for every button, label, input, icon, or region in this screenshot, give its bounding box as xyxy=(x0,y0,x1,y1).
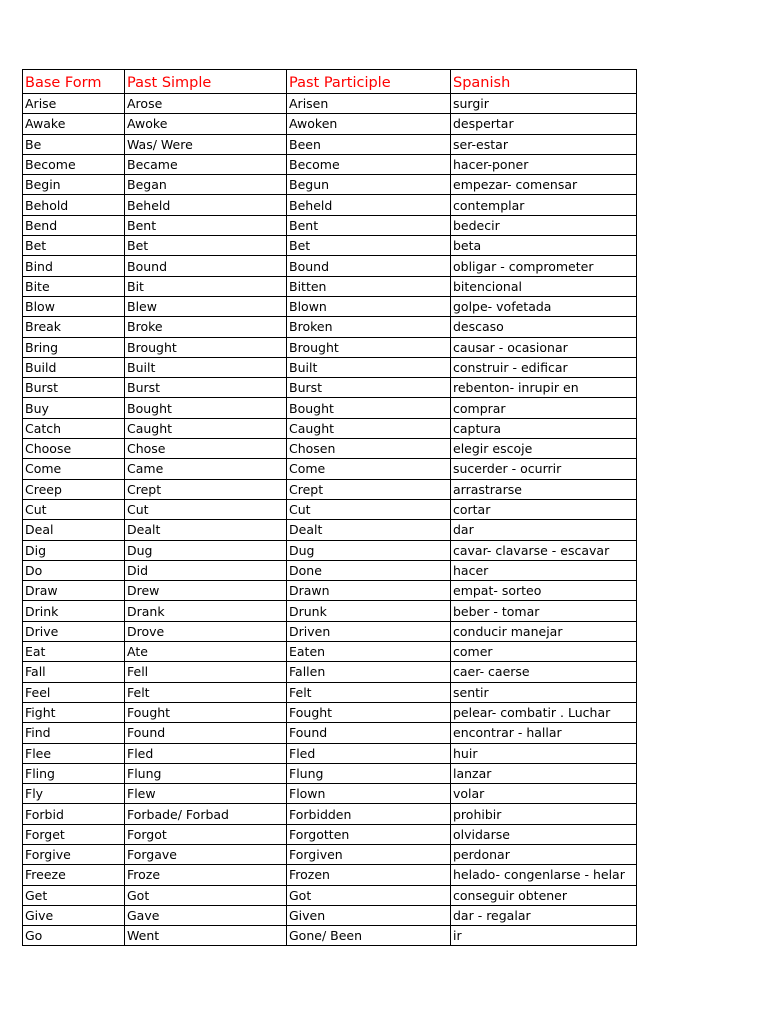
spanish-cell: bedecir xyxy=(451,215,637,235)
base-form-cell: Choose xyxy=(23,439,125,459)
table-row xyxy=(23,114,637,134)
past-participle-cell: Bought xyxy=(287,398,451,418)
base-form-cell: Draw xyxy=(23,581,125,601)
past-simple-cell: Drew xyxy=(125,581,287,601)
table-row xyxy=(23,195,637,215)
past-simple-cell: Bit xyxy=(125,276,287,296)
base-form-cell: Dig xyxy=(23,540,125,560)
past-participle-cell: Forgotten xyxy=(287,824,451,844)
past-simple-cell: Came xyxy=(125,459,287,479)
table-row xyxy=(23,723,637,743)
past-simple-cell: Bound xyxy=(125,256,287,276)
table-row xyxy=(23,621,637,641)
past-simple-cell: Awoke xyxy=(125,114,287,134)
base-form-cell: Build xyxy=(23,357,125,377)
past-participle-cell: Bound xyxy=(287,256,451,276)
base-form-cell: Creep xyxy=(23,479,125,499)
base-form-cell: Bring xyxy=(23,337,125,357)
past-participle-cell: Blown xyxy=(287,296,451,316)
spanish-cell: dar - regalar xyxy=(451,905,637,925)
base-form-cell: Be xyxy=(23,134,125,154)
past-simple-cell: Blew xyxy=(125,296,287,316)
past-simple-cell: Drove xyxy=(125,621,287,641)
base-form-cell: Cut xyxy=(23,499,125,519)
past-simple-cell: Crept xyxy=(125,479,287,499)
past-simple-cell: Fell xyxy=(125,662,287,682)
table-row xyxy=(23,215,637,235)
header-base-form: Base Form xyxy=(23,70,125,94)
table-row xyxy=(23,357,637,377)
base-form-cell: Forbid xyxy=(23,804,125,824)
table-row xyxy=(23,540,637,560)
base-form-cell: Forget xyxy=(23,824,125,844)
past-participle-cell: Flung xyxy=(287,763,451,783)
base-form-cell: Find xyxy=(23,723,125,743)
table-row xyxy=(23,560,637,580)
table-row xyxy=(23,439,637,459)
table-row xyxy=(23,459,637,479)
table-row xyxy=(23,256,637,276)
base-form-cell: Get xyxy=(23,885,125,905)
base-form-cell: Break xyxy=(23,317,125,337)
spanish-cell: helado- congenlarse - helar xyxy=(451,865,637,885)
past-simple-cell: Felt xyxy=(125,682,287,702)
table-row xyxy=(23,885,637,905)
base-form-cell: Fly xyxy=(23,784,125,804)
past-simple-cell: Flew xyxy=(125,784,287,804)
table-row xyxy=(23,337,637,357)
base-form-cell: Bite xyxy=(23,276,125,296)
past-participle-cell: Become xyxy=(287,154,451,174)
past-simple-cell: Bent xyxy=(125,215,287,235)
base-form-cell: Drive xyxy=(23,621,125,641)
spanish-cell: ser-estar xyxy=(451,134,637,154)
spanish-cell: causar - ocasionar xyxy=(451,337,637,357)
past-participle-cell: Brought xyxy=(287,337,451,357)
past-participle-cell: Fought xyxy=(287,702,451,722)
spanish-cell: sucerder - ocurrir xyxy=(451,459,637,479)
table-row xyxy=(23,865,637,885)
spanish-cell: obligar - comprometer xyxy=(451,256,637,276)
table-row xyxy=(23,804,637,824)
past-participle-cell: Eaten xyxy=(287,642,451,662)
past-simple-cell: Broke xyxy=(125,317,287,337)
spanish-cell: cavar- clavarse - escavar xyxy=(451,540,637,560)
table-row xyxy=(23,601,637,621)
spanish-cell: arrastrarse xyxy=(451,479,637,499)
table-row xyxy=(23,926,637,946)
past-simple-cell: Became xyxy=(125,154,287,174)
spanish-cell: comprar xyxy=(451,398,637,418)
spanish-cell: olvidarse xyxy=(451,824,637,844)
table-row xyxy=(23,784,637,804)
spanish-cell: empat- sorteo xyxy=(451,581,637,601)
spanish-cell: hacer xyxy=(451,560,637,580)
past-simple-cell: Built xyxy=(125,357,287,377)
base-form-cell: Begin xyxy=(23,175,125,195)
past-simple-cell: Dug xyxy=(125,540,287,560)
past-simple-cell: Arose xyxy=(125,94,287,114)
table-row xyxy=(23,236,637,256)
past-participle-cell: Beheld xyxy=(287,195,451,215)
past-participle-cell: Chosen xyxy=(287,439,451,459)
base-form-cell: Burst xyxy=(23,378,125,398)
base-form-cell: Buy xyxy=(23,398,125,418)
table-row xyxy=(23,905,637,925)
table-row xyxy=(23,844,637,864)
past-participle-cell: Driven xyxy=(287,621,451,641)
table-row xyxy=(23,418,637,438)
spanish-cell: conducir manejar xyxy=(451,621,637,641)
table-row xyxy=(23,499,637,519)
spanish-cell: surgir xyxy=(451,94,637,114)
base-form-cell: Freeze xyxy=(23,865,125,885)
spanish-cell: descaso xyxy=(451,317,637,337)
table-row xyxy=(23,824,637,844)
past-participle-cell: Gone/ Been xyxy=(287,926,451,946)
base-form-cell: Become xyxy=(23,154,125,174)
past-participle-cell: Dealt xyxy=(287,520,451,540)
table-row xyxy=(23,276,637,296)
past-participle-cell: Built xyxy=(287,357,451,377)
table-row xyxy=(23,743,637,763)
spanish-cell: prohibir xyxy=(451,804,637,824)
spanish-cell: hacer-poner xyxy=(451,154,637,174)
past-participle-cell: Arisen xyxy=(287,94,451,114)
past-participle-cell: Awoken xyxy=(287,114,451,134)
past-simple-cell: Bought xyxy=(125,398,287,418)
header-past-simple: Past Simple xyxy=(125,70,287,94)
base-form-cell: Drink xyxy=(23,601,125,621)
base-form-cell: Arise xyxy=(23,94,125,114)
past-simple-cell: Ate xyxy=(125,642,287,662)
past-simple-cell: Forbade/ Forbad xyxy=(125,804,287,824)
past-simple-cell: Was/ Were xyxy=(125,134,287,154)
past-simple-cell: Burst xyxy=(125,378,287,398)
base-form-cell: Fight xyxy=(23,702,125,722)
base-form-cell: Give xyxy=(23,905,125,925)
table-row xyxy=(23,682,637,702)
past-simple-cell: Gave xyxy=(125,905,287,925)
table-row xyxy=(23,94,637,114)
verb-table xyxy=(22,69,637,946)
past-simple-cell: Got xyxy=(125,885,287,905)
base-form-cell: Fall xyxy=(23,662,125,682)
past-simple-cell: Fled xyxy=(125,743,287,763)
past-simple-cell: Fought xyxy=(125,702,287,722)
past-participle-cell: Bent xyxy=(287,215,451,235)
table-row xyxy=(23,520,637,540)
base-form-cell: Go xyxy=(23,926,125,946)
spanish-cell: rebenton- inrupir en xyxy=(451,378,637,398)
base-form-cell: Bet xyxy=(23,236,125,256)
spanish-cell: volar xyxy=(451,784,637,804)
table-row xyxy=(23,581,637,601)
past-participle-cell: Broken xyxy=(287,317,451,337)
spanish-cell: captura xyxy=(451,418,637,438)
base-form-cell: Eat xyxy=(23,642,125,662)
base-form-cell: Catch xyxy=(23,418,125,438)
spanish-cell: pelear- combatir . Luchar xyxy=(451,702,637,722)
base-form-cell: Feel xyxy=(23,682,125,702)
past-participle-cell: Got xyxy=(287,885,451,905)
past-participle-cell: Found xyxy=(287,723,451,743)
spanish-cell: golpe- vofetada xyxy=(451,296,637,316)
past-participle-cell: Forgiven xyxy=(287,844,451,864)
spanish-cell: huir xyxy=(451,743,637,763)
past-simple-cell: Froze xyxy=(125,865,287,885)
past-simple-cell: Cut xyxy=(125,499,287,519)
past-simple-cell: Flung xyxy=(125,763,287,783)
table-row xyxy=(23,134,637,154)
table-body xyxy=(23,94,637,946)
spanish-cell: construir - edificar xyxy=(451,357,637,377)
header-row xyxy=(23,70,637,94)
spanish-cell: sentir xyxy=(451,682,637,702)
past-simple-cell: Caught xyxy=(125,418,287,438)
spanish-cell: beta xyxy=(451,236,637,256)
past-participle-cell: Frozen xyxy=(287,865,451,885)
base-form-cell: Do xyxy=(23,560,125,580)
base-form-cell: Fling xyxy=(23,763,125,783)
base-form-cell: Bend xyxy=(23,215,125,235)
past-participle-cell: Dug xyxy=(287,540,451,560)
past-participle-cell: Drawn xyxy=(287,581,451,601)
base-form-cell: Deal xyxy=(23,520,125,540)
past-simple-cell: Brought xyxy=(125,337,287,357)
table-row xyxy=(23,296,637,316)
base-form-cell: Awake xyxy=(23,114,125,134)
table-row xyxy=(23,702,637,722)
past-participle-cell: Caught xyxy=(287,418,451,438)
past-simple-cell: Began xyxy=(125,175,287,195)
spanish-cell: dar xyxy=(451,520,637,540)
table-row xyxy=(23,154,637,174)
table-row xyxy=(23,398,637,418)
past-simple-cell: Found xyxy=(125,723,287,743)
spanish-cell: beber - tomar xyxy=(451,601,637,621)
spanish-cell: bitencional xyxy=(451,276,637,296)
base-form-cell: Flee xyxy=(23,743,125,763)
table-row xyxy=(23,317,637,337)
header-spanish: Spanish xyxy=(451,70,637,94)
past-participle-cell: Forbidden xyxy=(287,804,451,824)
table-row xyxy=(23,378,637,398)
past-participle-cell: Drunk xyxy=(287,601,451,621)
past-participle-cell: Bitten xyxy=(287,276,451,296)
spanish-cell: lanzar xyxy=(451,763,637,783)
spanish-cell: ir xyxy=(451,926,637,946)
spanish-cell: elegir escoje xyxy=(451,439,637,459)
table-row xyxy=(23,662,637,682)
past-participle-cell: Cut xyxy=(287,499,451,519)
base-form-cell: Forgive xyxy=(23,844,125,864)
spanish-cell: comer xyxy=(451,642,637,662)
past-simple-cell: Forgot xyxy=(125,824,287,844)
table-row xyxy=(23,763,637,783)
past-participle-cell: Begun xyxy=(287,175,451,195)
base-form-cell: Come xyxy=(23,459,125,479)
table-row xyxy=(23,479,637,499)
past-simple-cell: Did xyxy=(125,560,287,580)
past-participle-cell: Burst xyxy=(287,378,451,398)
past-participle-cell: Come xyxy=(287,459,451,479)
past-simple-cell: Forgave xyxy=(125,844,287,864)
spanish-cell: contemplar xyxy=(451,195,637,215)
spanish-cell: perdonar xyxy=(451,844,637,864)
spanish-cell: encontrar - hallar xyxy=(451,723,637,743)
past-simple-cell: Drank xyxy=(125,601,287,621)
spanish-cell: cortar xyxy=(451,499,637,519)
past-simple-cell: Dealt xyxy=(125,520,287,540)
base-form-cell: Bind xyxy=(23,256,125,276)
past-participle-cell: Felt xyxy=(287,682,451,702)
spanish-cell: despertar xyxy=(451,114,637,134)
past-participle-cell: Given xyxy=(287,905,451,925)
spanish-cell: empezar- comensar xyxy=(451,175,637,195)
past-participle-cell: Done xyxy=(287,560,451,580)
past-participle-cell: Bet xyxy=(287,236,451,256)
table-header xyxy=(23,70,637,94)
past-simple-cell: Chose xyxy=(125,439,287,459)
base-form-cell: Blow xyxy=(23,296,125,316)
base-form-cell: Behold xyxy=(23,195,125,215)
past-participle-cell: Fled xyxy=(287,743,451,763)
past-simple-cell: Beheld xyxy=(125,195,287,215)
spanish-cell: conseguir obtener xyxy=(451,885,637,905)
past-participle-cell: Crept xyxy=(287,479,451,499)
past-participle-cell: Been xyxy=(287,134,451,154)
past-participle-cell: Fallen xyxy=(287,662,451,682)
past-participle-cell: Flown xyxy=(287,784,451,804)
header-past-participle: Past Participle xyxy=(287,70,451,94)
table-row xyxy=(23,175,637,195)
past-simple-cell: Bet xyxy=(125,236,287,256)
table-row xyxy=(23,642,637,662)
spanish-cell: caer- caerse xyxy=(451,662,637,682)
past-simple-cell: Went xyxy=(125,926,287,946)
